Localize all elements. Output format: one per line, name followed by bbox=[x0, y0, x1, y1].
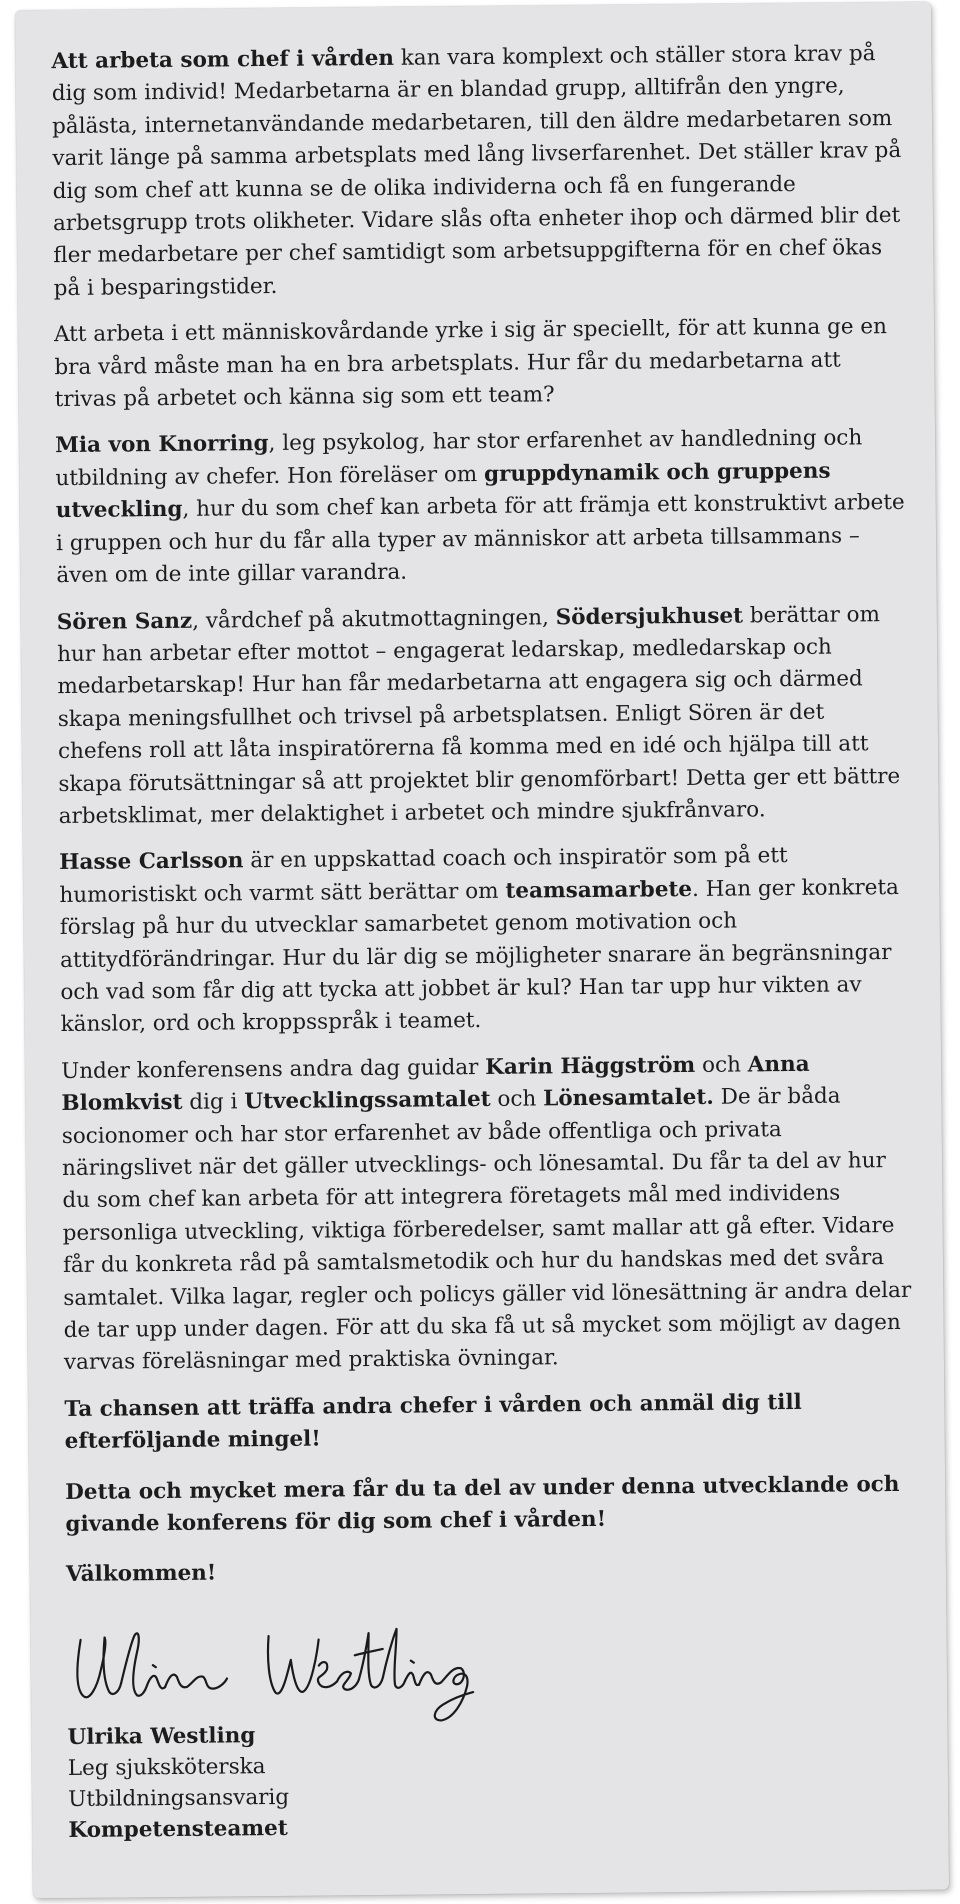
day-two-text-d: och bbox=[490, 1086, 544, 1113]
speaker-soren-text-b: berättar om hur han arbetar efter mottot – engagerat ledarskap, medledarskap och medarbetarskap! Hur han får medarbetarna att engagera sig och därmed skapa meningsfullhet och trivsel på arbetsplatsen. Enligt Sören är det chefens roll att låta inspiratörerna få komma med en idé och hjälpa till att skapa förutsättningar så att projektet blir genomförbart! Detta ger ett bättre arbetsklimat, mer delaktighet i arbetet och mindre sjukfrånvaro. bbox=[57, 601, 901, 829]
speaker-mia-paragraph bbox=[55, 422, 907, 592]
mingel-invitation: Ta chansen att träffa andra chefer i vården och anmäl dig till efterföljande mingel! bbox=[64, 1389, 802, 1455]
speaker-name-anna: Anna Blomkvist bbox=[61, 1051, 810, 1117]
speaker-name-hasse: Hasse Carlsson bbox=[59, 848, 244, 876]
handwritten-signature bbox=[68, 1614, 479, 1728]
speaker-hasse-text-b: . Han ger konkreta förslag på hur du utvecklar samarbetet genom motivation och attitydförändringar. Hur du lär dig se möjligheter snarare än begränsningar och vad som får dig att tycka att jobbet är kul? Han tar upp hur vikten av känslor, ord och kroppsspråk i teamet. bbox=[59, 874, 899, 1038]
letter-card bbox=[15, 2, 949, 1899]
intro-text: kan vara komplext och ställer stora krav på dig som individ! Medarbetarna är en blandad grupp, alltifrån den yngre, pålästa, internetanvändande medarbetaren, till den äldre medarbetaren som varit länge på samma arbetsplats med lång livserfarenhet. Det ställer krav på dig som chef att kunna se de olika individerna och få en fungerande arbetsgrupp trots olikheter. Vidare slås ofta enheter ihop och därmed blir det fler medarbetare per chef samtidigt som arbetsuppgifterna för en chef ökas på i besparingstider. bbox=[51, 41, 902, 301]
speaker-soren-paragraph bbox=[57, 598, 909, 833]
day-two-text-e: De är båda socionomer och har stor erfarenhet av både offentliga och privata näringslivet när det gäller utvecklings- och lönesamtal. Du får ta del av hur du som chef kan arbeta för att integrera företagets mål med individens personliga utveckling, viktiga förberedelser, samt mallar att gå efter. Vidare får du konkreta råd på samtalsmetodik och hur du handskas med det svåra samtalet. Vilka lagar, regler och policys gäller vid lönesättning är andra delar de tar upp under dagen. För att du ska få ut så mycket som möjligt av dagen varvas föreläsningar med praktiska övningar. bbox=[61, 1083, 912, 1376]
speaker-soren-text-a: , vårdchef på akutmottagningen, bbox=[192, 604, 556, 634]
speaker-hasse-text-a: är en uppskattad coach och inspiratör som på ett humoristiskt och varmt sätt berättar om bbox=[59, 843, 788, 908]
speaker-name-soren: Sören Sanz bbox=[56, 608, 193, 635]
speaker-mia-text-a: , leg psykolog, har stor erfarenhet av handledning och utbildning av chefer. Hon föreläser om bbox=[55, 425, 863, 491]
signatory-organization: Kompetensteamet bbox=[68, 1815, 288, 1843]
topic-teamsamarbete: teamsamarbete bbox=[505, 876, 693, 904]
workplace-text: Att arbeta i ett människovårdande yrke i sig är speciellt, för att kunna ge en bra vård måste man ha en bra arbetsplats. Hur får du medarbetarna att trivas på arbetet och känna sig som ett team? bbox=[53, 314, 888, 413]
place-sodersjukhuset: Södersjukhuset bbox=[555, 602, 744, 630]
topic-gruppdynamik: gruppdynamik och gruppens utveckling bbox=[55, 458, 831, 524]
signatory-title-1: Leg sjuksköterska bbox=[67, 1753, 266, 1781]
signature-block bbox=[66, 1610, 918, 1846]
day-two-text-c: dig i bbox=[182, 1089, 245, 1116]
signatory-title-2: Utbildningsansvarig bbox=[68, 1784, 290, 1812]
speaker-name-mia: Mia von Knorring bbox=[55, 431, 269, 459]
speaker-mia-text-b: , hur du som chef kan arbeta för att främja ett konstruktivt arbete i gruppen och hur du får alla typer av människor att arbeta tillsammans – även om de inte gillar varandra. bbox=[55, 490, 905, 589]
signatory-name: Ulrika Westling bbox=[67, 1723, 256, 1750]
topic-lonesamtalet: Lönesamtalet. bbox=[543, 1084, 714, 1112]
welcome-text: Välkommen! bbox=[65, 1561, 217, 1588]
topic-utvecklingssamtalet: Utvecklingssamtalet bbox=[244, 1087, 491, 1115]
speaker-hasse-paragraph bbox=[59, 839, 911, 1042]
intro-paragraph bbox=[51, 38, 903, 305]
conference-summary: Detta och mycket mera får du ta del av under denna utvecklande och givande konferens för dig som chef i vården! bbox=[65, 1471, 900, 1538]
workplace-paragraph bbox=[54, 311, 905, 416]
day-two-text-a: Under konferensens andra dag guidar bbox=[61, 1054, 486, 1084]
day-two-paragraph bbox=[61, 1048, 914, 1380]
speaker-name-karin: Karin Häggström bbox=[485, 1052, 696, 1080]
day-two-text-b: och bbox=[695, 1052, 748, 1078]
intro-lead: Att arbeta som chef i vården bbox=[51, 45, 395, 75]
